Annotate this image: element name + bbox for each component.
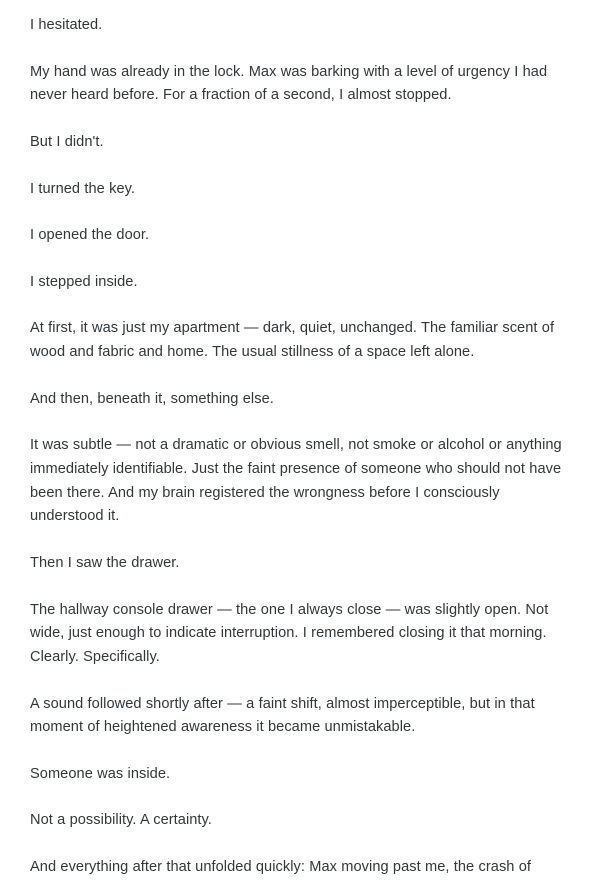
paragraph: A sound followed shortly after — a faint shift, almost imperceptible, but in that moment of heightened awareness it became unmistakable. [30,695,535,736]
paragraph: And everything after that unfolded quickly: Max moving past me, the crash of [30,859,532,876]
paragraph: And then, beneath it, something else. [30,390,274,407]
paragraph: Someone was inside. [30,765,171,782]
paragraph: I opened the door. [30,227,150,244]
paragraph: I turned the key. [30,180,135,197]
paragraph: I stepped inside. [30,273,138,290]
paragraph: It was subtle — not a dramatic or obvious smell, not smoke or alcohol or anything immediately identifiable. Just the faint presence of someone who should not have been there. And my brain registered the wrongness before I consciously understood it. [30,437,562,525]
paragraph: Not a possibility. A certainty. [30,812,212,829]
paragraph: Then I saw the drawer. [30,554,180,571]
paragraph: The hallway console drawer — the one I always close — was slightly open. Not wide, just enough to indicate interruption. I remembered closing it that morning. Clearly. Specifically. [30,601,549,665]
paragraph: But I didn't. [30,133,104,150]
paragraph: At first, it was just my apartment — dark, quiet, unchanged. The familiar scent of wood and fabric and home. The usual stillness of a space left alone. [30,320,555,361]
paragraph: I hesitated. [30,17,103,33]
paragraph: My hand was already in the lock. Max was barking with a level of urgency I had never heard before. For a fraction of a second, I almost stopped. [30,63,548,104]
